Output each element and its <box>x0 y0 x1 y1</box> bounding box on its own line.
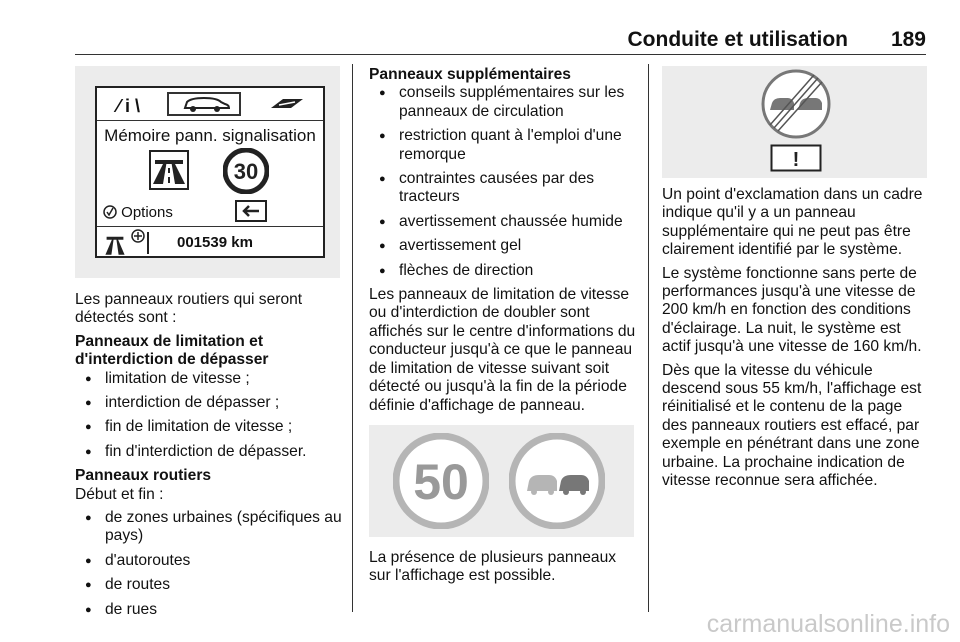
paragraph-multiple-signs: La présence de plusieurs panneaux sur l'affichage est possible. <box>369 549 617 585</box>
tab-car-selected <box>167 92 241 116</box>
list-limits <box>75 370 343 462</box>
column-1-text <box>75 291 343 625</box>
column-divider-2 <box>648 64 649 612</box>
list-additional-signs <box>369 84 637 280</box>
exclamation-frame-sign <box>770 144 822 172</box>
intro-paragraph: Les panneaux routiers qui seront détectés sont : <box>75 291 303 327</box>
header-rule <box>75 54 926 55</box>
motorway-small-icon <box>103 232 127 256</box>
column-divider-1 <box>352 64 353 612</box>
list-item: ● d'autoroutes <box>75 552 343 570</box>
list-road-signs <box>75 509 343 619</box>
list-item: ● contraintes causées par des tracteurs <box>369 170 637 207</box>
check-circle-icon <box>103 205 117 219</box>
odometer-value: 001539 km <box>177 234 253 251</box>
list-item: ● restriction quant à l'emploi d'une remorque <box>369 127 637 164</box>
paragraph-reset: Dès que la vitesse du véhicule descend sous 55 km/h, l'affichage est réinitialisé et le contenu de la page des panneaux routiers est effacé, par exemple en pénétrant dans une zone urbaine. La prochaine indication de vitesse reconnue sera affichée. <box>662 361 922 490</box>
plus-circle-icon <box>131 229 145 243</box>
display-title: Mémoire pann. signalisation <box>104 126 316 145</box>
figure-sign-memory-display <box>75 66 340 278</box>
list-item: ● fin d'interdiction de dépasser. <box>75 443 343 461</box>
end-no-overtaking-sign <box>760 68 832 140</box>
info-display <box>95 86 325 258</box>
figure-multiple-signs <box>369 425 634 537</box>
list-item: ● de zones urbaines (spécifiques au pays) <box>75 509 343 546</box>
no-overtaking-sign <box>509 433 605 529</box>
heading-road-signs: Panneaux routiers <box>75 467 212 485</box>
page-header-title: Conduite et utilisation <box>627 28 848 51</box>
arrow-left-sign-icon <box>235 200 267 222</box>
divider-bar <box>147 232 149 254</box>
paragraph-display-duration: Les panneaux de limitation de vitesse ou d'interdiction de doubler sont affichés sur le centre d'informations du conducteur jusqu'à ce que le panneau de limitation de vitesse suivant soit détecté ou jusqu'à la fin de la période définie d'affichage de panneau. <box>369 286 636 414</box>
road-sign-icon <box>267 96 307 112</box>
motorway-sign-icon <box>149 150 189 190</box>
display-separator-bottom <box>97 226 323 227</box>
column-2-text <box>369 66 637 420</box>
figure-exclamation-sign <box>662 66 927 178</box>
list-item: ● de routes <box>75 576 343 594</box>
display-separator <box>97 120 323 121</box>
heading-limits: Panneaux de limitation et d'interdiction de dépasser <box>75 332 269 369</box>
list-item: ● conseils supplémentaires sur les panneaux de circulation <box>369 84 637 121</box>
tab-info-icon: ⁄ i \ <box>117 96 141 116</box>
start-end-label: Début et fin : <box>75 485 164 503</box>
page-number: 189 <box>890 28 926 51</box>
paragraph-exclamation: Un point d'exclamation dans un cadre indique qu'il y a un panneau supplémentaire qui ne peut pas être clairement identifié par le système. <box>662 186 923 259</box>
speed-limit-sign <box>223 148 269 194</box>
speed-limit-value: 30 <box>233 159 259 184</box>
display-tabs <box>97 88 323 120</box>
speed-value-50: 50 <box>413 454 469 510</box>
heading-additional-signs: Panneaux supplémentaires <box>369 66 571 83</box>
car-icon <box>169 94 239 114</box>
list-item: ● avertissement gel <box>369 237 637 255</box>
list-item: ● de rues <box>75 601 343 619</box>
speed-limit-50-sign <box>393 433 489 529</box>
watermark: carmanualsonline.info <box>706 610 950 638</box>
list-item: ● avertissement chaussée humide <box>369 213 637 231</box>
exclamation-mark: ! <box>792 149 800 171</box>
list-item: ● flèches de direction <box>369 262 637 280</box>
list-item: ● interdiction de dépasser ; <box>75 394 343 412</box>
paragraph-performance: Le système fonctionne sans perte de performances jusqu'à une vitesse de 200 km/h en fonction des conditions d'éclairage. La nuit, le système est actif jusqu'à une vitesse de 160 km/h. <box>662 264 922 356</box>
column-3-text <box>662 186 930 496</box>
options-text: Options <box>121 204 173 221</box>
list-item: ● fin de limitation de vitesse ; <box>75 418 343 436</box>
list-item: ● limitation de vitesse ; <box>75 370 343 388</box>
options-label <box>103 204 173 221</box>
